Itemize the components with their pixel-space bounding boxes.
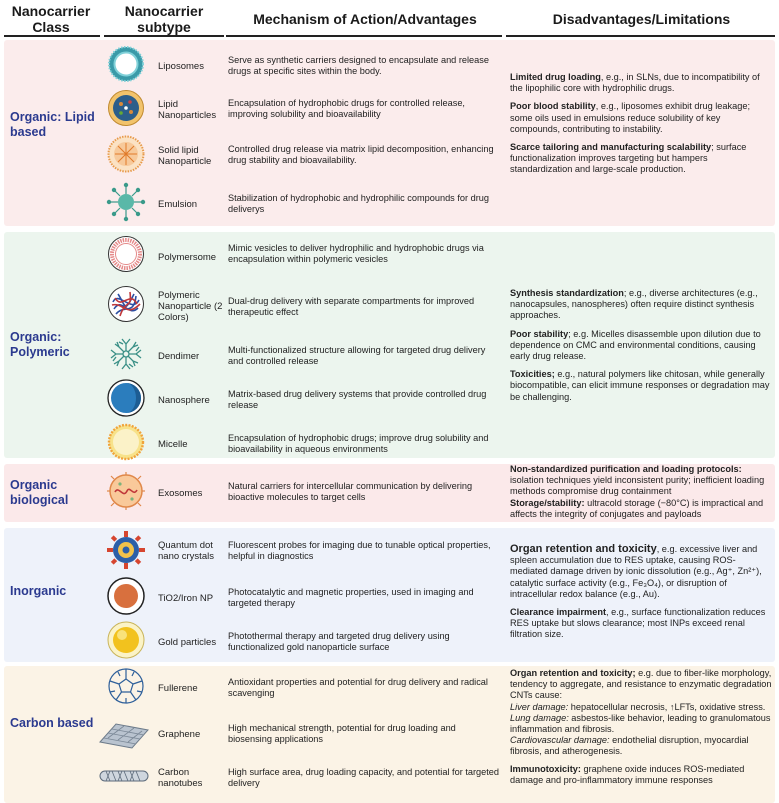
- disadvantage-item: Immunotoxicity: graphene oxide induces ROS-mediated damage and pro-inflammatory immune responses: [510, 763, 745, 785]
- gold-particle-icon: [106, 620, 146, 660]
- disadvantages-inorganic: [510, 544, 772, 648]
- mechanism-text: Multi-functionalized structure allowing for targeted drug delivery and controlled release: [228, 345, 486, 367]
- subtype-row-solid-lipid-nanoparticle: [104, 134, 504, 178]
- mechanism-text: High surface area, drug loading capacity, and potential for targeted delivery: [228, 767, 500, 789]
- emulsion-icon: [106, 182, 146, 222]
- disadvantage-item: Synthesis standardization; e.g., diverse architectures (e.g., nanocapsules, nanospheres) often require distinct synthesis approaches.: [510, 288, 758, 321]
- polymersome-icon: [106, 234, 146, 274]
- subtype-row-micelle: [104, 422, 504, 466]
- disadvantages-biological: [510, 464, 772, 520]
- subtype-name: Lipid Nanoparticles: [158, 99, 217, 121]
- disadvantage-item: Toxicities; e.g., natural polymers like chitosan, while generally biocompatible, can elicit immune responses or degradation may be challenging.: [510, 369, 770, 402]
- mechanism-text: Fluorescent probes for imaging due to tunable optical properties, helpful in diagnostics: [228, 540, 491, 562]
- band-inorganic: [0, 528, 779, 662]
- mechanism-text: Mimic vesicles to deliver hydrophilic and hydrophobic drugs via encapsulation within polymeric vesicles: [228, 243, 484, 265]
- mechanism-text: High mechanical strength, potential for drug loading and biosensing applications: [228, 723, 456, 745]
- mechanism-text: Photocatalytic and magnetic properties, used in imaging and targeted therapy: [228, 587, 474, 609]
- mechanism-text: Serve as synthetic carriers designed to encapsulate and release drugs at specific sites within the body.: [228, 55, 489, 77]
- subtype-name: Solid lipid Nanoparticle: [158, 145, 212, 167]
- disadvantages-lipid: [510, 72, 772, 183]
- mechanism-text: Dual-drug delivery with separate compartments for improved therapeutic effect: [228, 296, 475, 318]
- subtype-name: Gold particles: [158, 637, 217, 648]
- class-label-polymeric: Organic: Polymeric: [10, 330, 70, 359]
- subtype-name: Emulsion: [158, 199, 198, 210]
- disadvantage-item: Poor stability; e.g. Micelles disassemble upon dilution due to dependence on CMC and environmental conditions, causing early drug release.: [510, 328, 761, 362]
- header-divider: [104, 35, 224, 37]
- class-label-inorganic: Inorganic: [10, 584, 67, 598]
- band-polymeric: [0, 232, 779, 458]
- quantum-dot-icon: [106, 530, 146, 570]
- mechanism-text: Antioxidant properties and potential for drug delivery and radical scavenging: [228, 677, 488, 699]
- graphene-icon: [98, 712, 150, 752]
- disadvantage-item: Storage/stability: ultracold storage (−80°C) is impractical and affects the integrity of conjugates and payloads: [510, 497, 764, 519]
- solid-lipid-nanoparticle-icon: [106, 134, 146, 174]
- mechanism-text: Encapsulation of hydrophobic drugs for controlled release, improving solubility and bioavailability: [228, 98, 465, 120]
- mechanism-text: Photothermal therapy and targeted drug delivery using functionalized gold nanoparticle surface: [228, 631, 450, 653]
- band-lipid-based: [0, 40, 779, 226]
- exosome-icon: [106, 471, 146, 511]
- header-divider: [4, 35, 100, 37]
- disadvantages-carbon: [510, 668, 772, 786]
- subtype-name: Polymersome: [158, 252, 217, 263]
- subtype-name: Dendimer: [158, 351, 200, 362]
- subtype-row-gold-particles: [104, 620, 504, 664]
- class-label-carbon: Carbon based: [10, 716, 94, 730]
- header-divider: [506, 35, 775, 37]
- dendrimer-icon: [106, 334, 146, 374]
- fullerene-icon: [106, 666, 146, 706]
- disadvantage-item: Non-standardized purification and loading protocols: isolation techniques yield inconsistent purity; inefficient loading methods compromise drug containment: [510, 464, 765, 497]
- subtype-name: Exosomes: [158, 488, 203, 499]
- disadvantage-item: Clearance impairment, e.g., surface functionalization reduces RES uptake but slows clearance; most INPs exceed renal filtration size.: [510, 607, 766, 640]
- mechanism-text: Stabilization of hydrophobic and hydrophilic compounds for drug deliverys: [228, 193, 489, 215]
- disadvantage-item: Organ retention and toxicity, e.g. excessive liver and spleen accumulation due to RES uptake, causing ROS-mediated damage driven by ionic dissolution (e.g., Ag⁺, Zn²⁺), catalytic surface activity (e.g., Fe₃O₄), or disruption of intracellular redox balance (e.g., Au).: [510, 543, 762, 599]
- subtype-name: Liposomes: [158, 61, 204, 72]
- subtype-name: Micelle: [158, 439, 188, 450]
- subtype-name: Nanosphere: [158, 395, 210, 406]
- header-disadvantages: Disadvantages/Limitations: [552, 11, 731, 27]
- lipid-nanoparticle-icon: [106, 88, 146, 128]
- header-nanocarrier-subtype: Nanocarrier subtype: [124, 3, 204, 35]
- class-label-lipid: Organic: Lipid based: [10, 110, 95, 139]
- liposome-icon: [106, 44, 146, 84]
- mechanism-text: Controlled drug release via matrix lipid decomposition, enhancing drug stability and bioavailability.: [228, 144, 494, 166]
- subtype-name: Quantum dot nano crystals: [158, 540, 214, 562]
- micelle-icon: [106, 422, 146, 462]
- mechanism-text: Matrix-based drug delivery systems that provide controlled drug release: [228, 389, 487, 411]
- subtype-name: Carbon nanotubes: [158, 767, 203, 789]
- damage-item: Cardiovascular damage: endothelial disruption, myocardial fibrosis, and atherogenesis.: [510, 735, 749, 757]
- band-carbon-based: [0, 666, 779, 803]
- subtype-name: TiO2/Iron NP: [158, 593, 214, 604]
- header-nanocarrier-class: Nanocarrier Class: [11, 3, 91, 35]
- subtype-row-dendimer: [104, 334, 504, 380]
- subtype-row-polymeric-nanoparticle: [104, 284, 504, 334]
- nanosphere-icon: [106, 378, 146, 418]
- subtype-row-nanosphere: [104, 378, 504, 424]
- subtype-name: Fullerene: [158, 683, 198, 694]
- class-label-biological: Organic biological: [10, 478, 69, 507]
- tio2-iron-np-icon: [106, 576, 146, 616]
- mechanism-text: Encapsulation of hydrophobic drugs; improve drug solubility and bioavailability in aqueous environments: [228, 433, 489, 455]
- subtype-row-lipid-nanoparticles: [104, 88, 504, 132]
- subtype-row-carbon-nanotubes: [104, 756, 504, 802]
- subtype-row-graphene: [104, 712, 504, 756]
- disadvantage-item: Poor blood stability, e.g., liposomes exhibit drug leakage; some oils used in emulsions reduce solubility of key compounds, contributing to instability.: [510, 101, 751, 134]
- header-divider: [226, 35, 502, 37]
- subtype-row-quantum-dot: [104, 530, 504, 574]
- carbon-nanotube-icon: [98, 756, 150, 796]
- header-mechanism: Mechanism of Action/Advantages: [253, 11, 477, 27]
- band-organic-biological: [0, 464, 779, 522]
- subtype-row-fullerene: [104, 666, 504, 712]
- damage-item: Lung damage: asbestos-like behavior, leading to granulomatous inflammation and fibrosis.: [510, 712, 771, 735]
- mechanism-text: Natural carriers for intercellular communication by delivering bioactive molecules to target cells: [228, 481, 473, 503]
- damage-item: Liver damage: hepatocellular necrosis, ↑LFTs, oxidative stress.: [510, 701, 766, 712]
- polymeric-nanoparticle-icon: [106, 284, 146, 324]
- subtype-name: Polymeric Nanoparticle (2 Colors): [158, 290, 223, 323]
- disadvantage-item: Organ retention and toxicity; e.g. due to fiber-like morphology, tendency to aggregate, and resistance to enzymatic degradation CNTs cause:: [510, 668, 772, 701]
- subtype-row-liposomes: [104, 44, 504, 88]
- subtype-row-emulsion: [104, 182, 504, 226]
- disadvantages-polymeric: [510, 288, 772, 410]
- subtype-row-exosomes: [104, 466, 504, 520]
- disadvantage-item: Scarce tailoring and manufacturing scalability; surface functionalization improves targeting but hampers standardization and large-scale production.: [510, 142, 747, 175]
- subtype-row-tio2-iron-np: [104, 576, 504, 620]
- subtype-row-polymersome: [104, 234, 504, 282]
- subtype-name: Graphene: [158, 729, 201, 740]
- disadvantage-item: Limited drug loading, e.g., in SLNs, due to incompatibility of the lipophilic core with hydrophilic drugs.: [510, 72, 760, 94]
